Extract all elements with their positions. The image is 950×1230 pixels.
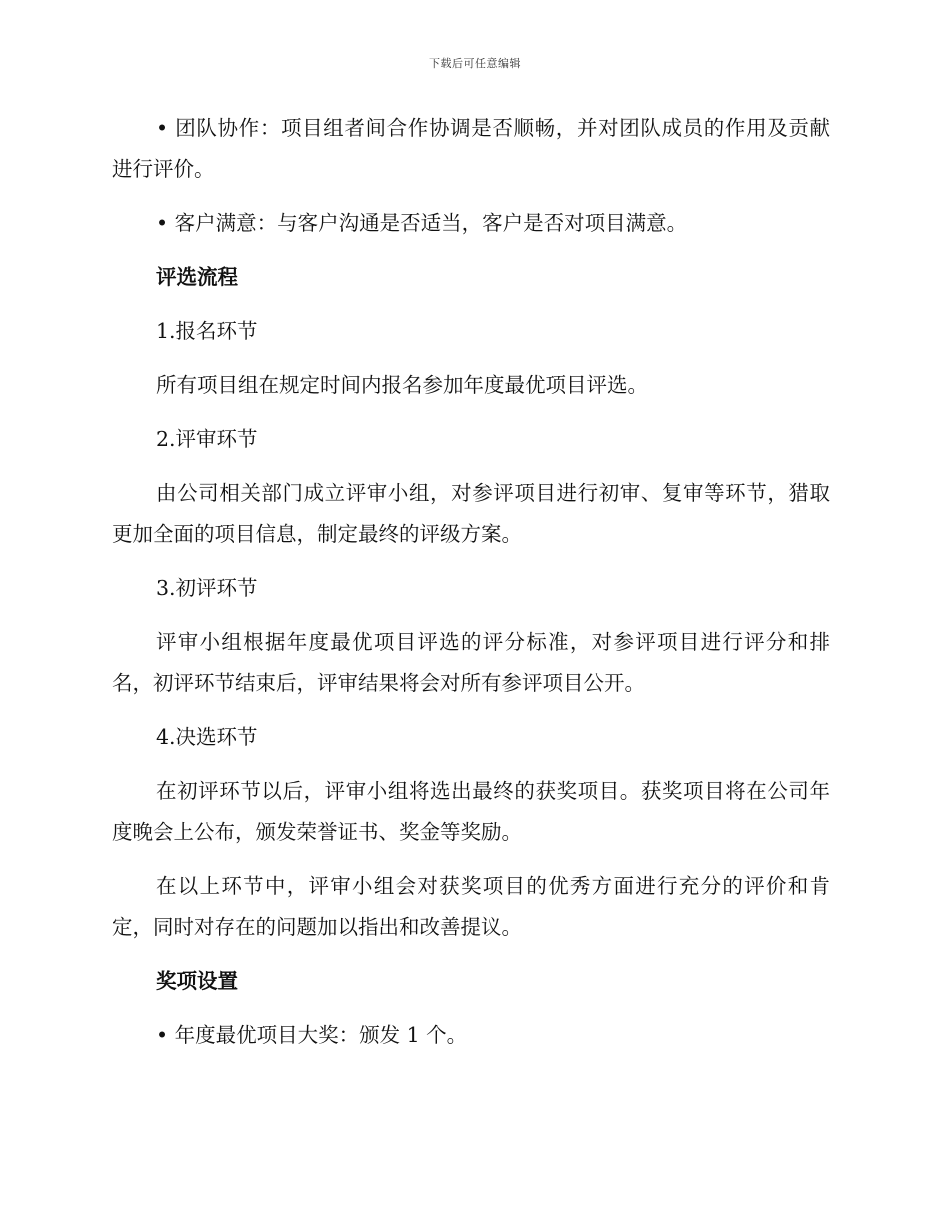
page-header: 下载后可任意编辑 [429, 57, 521, 70]
step-heading-review: 2.评审环节 [156, 427, 258, 451]
paragraph-summary: 在以上环节中，评审小组会对获奖项目的优秀方面进行充分的评价和肯定，同时对存在的问题加以指出和改善提议。 [112, 874, 830, 939]
section-heading-selection-process: 评选流程 [156, 265, 238, 289]
paragraph-preliminary: 评审小组根据年度最优项目评选的评分标准，对参评项目进行评分和排名，初评环节结束后，评审结果将会对所有参评项目公开。 [112, 630, 830, 695]
step-heading-registration: 1.报名环节 [156, 319, 258, 343]
bullet-team-collaboration: • 团队协作：项目组者间合作协调是否顺畅，并对团队成员的作用及贡献进行评价。 [112, 116, 830, 181]
paragraph-registration: 所有项目组在规定时间内报名参加年度最优项目评选。 [156, 373, 648, 397]
section-heading-awards: 奖项设置 [156, 969, 238, 993]
document-body [112, 108, 830, 1069]
bullet-customer-satisfaction: • 客户满意：与客户沟通是否适当，客户是否对项目满意。 [156, 211, 688, 235]
paragraph-final: 在初评环节以后，评审小组将选出最终的获奖项目。获奖项目将在公司年度晚会上公布，颁发荣誉证书、奖金等奖励。 [112, 779, 830, 844]
paragraph-review: 由公司相关部门成立评审小组，对参评项目进行初审、复审等环节，猎取更加全面的项目信息，制定最终的评级方案。 [112, 481, 830, 546]
bullet-grand-award: • 年度最优项目大奖：颁发 1 个。 [156, 1023, 468, 1047]
step-heading-final: 4.决选环节 [156, 725, 258, 749]
step-heading-preliminary: 3.初评环节 [156, 576, 258, 600]
